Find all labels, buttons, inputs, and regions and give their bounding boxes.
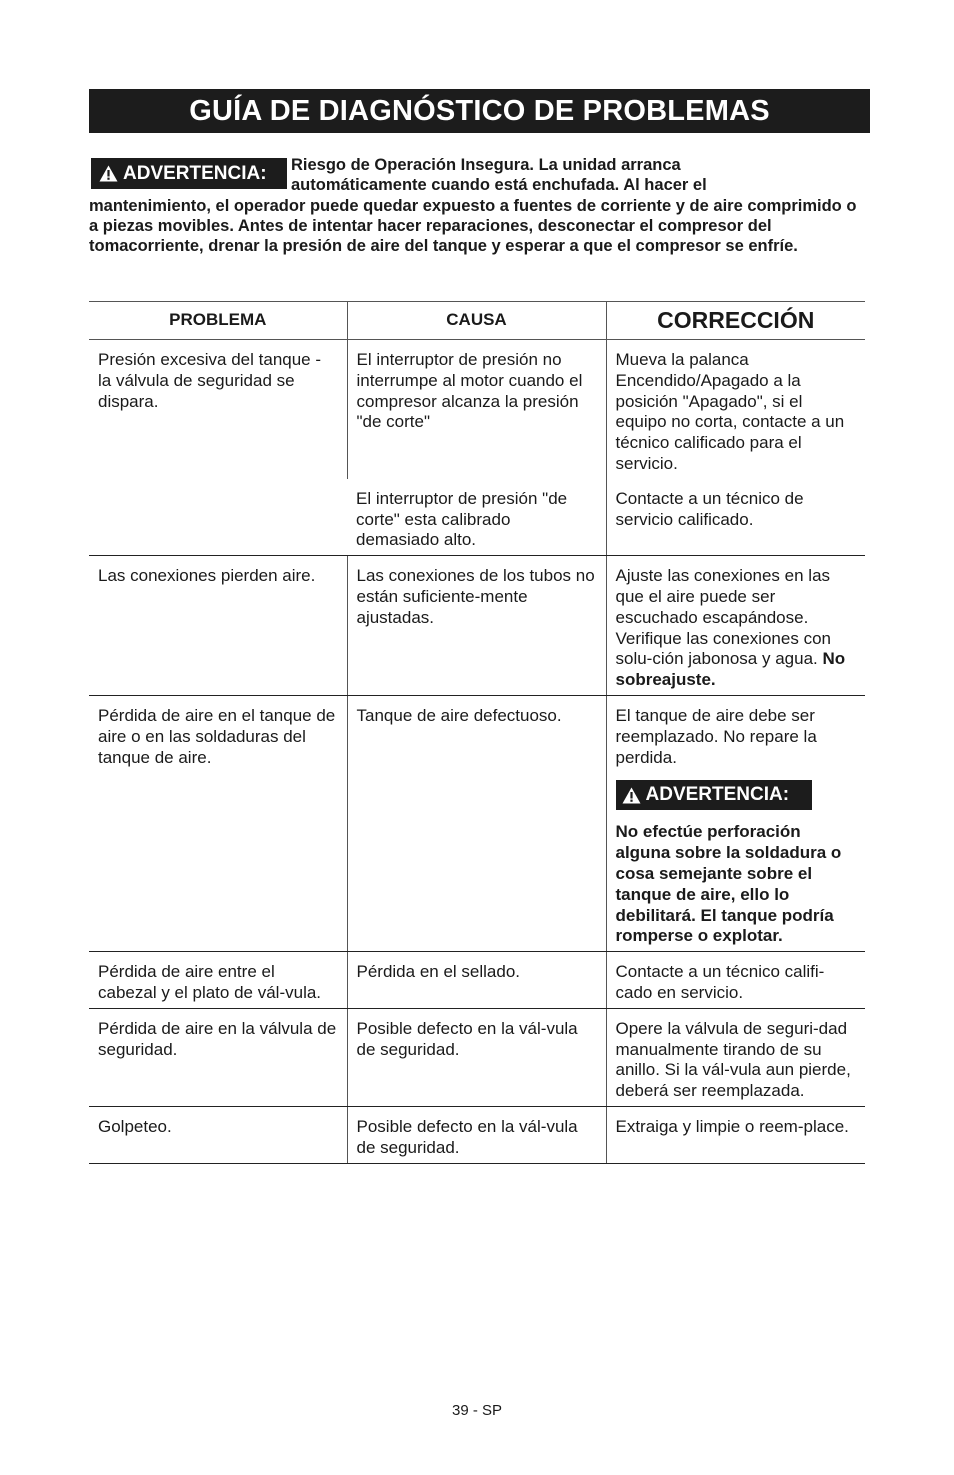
warning-badge-label: ADVERTENCIA:: [123, 162, 267, 184]
problem-cell: Pérdida de aire en el tanque de aire o en las soldaduras del tanque de aire.: [89, 695, 347, 951]
cause-cell: Las conexiones de los tubos no están suficiente-mente ajustadas.: [347, 556, 606, 696]
correction-cell: Opere la válvula de seguri-dad manualmente tirando de su anillo. Si la vál-vula aun pierde, deberá ser reemplazada.: [606, 1008, 865, 1106]
header-problem: PROBLEMA: [89, 302, 347, 340]
correction-cell: [606, 695, 865, 951]
intro-warning-body: mantenimiento, el operador puede quedar expuesto a fuentes de corriente y de aire comprimido o a piezas movibles. Antes de intentar hacer reparaciones, desconectar el compresor del tomacorriente, drenar la presión de aire del tanque y esperar a que el compresor se enfríe.: [89, 197, 857, 255]
title-banner: [89, 89, 870, 133]
problem-cell: Presión excesiva del tanque - la válvula de seguridad se dispara.: [89, 340, 347, 556]
warning-badge: [91, 158, 287, 189]
warning-badge-label: ADVERTENCIA:: [645, 783, 790, 805]
correction-cell: Extraiga y limpie o reem-place.: [606, 1106, 865, 1163]
cause-cell: Posible defecto en la vál-vula de seguridad.: [347, 1106, 606, 1163]
correction-cell: Mueva la palanca Encendido/Apagado a la posición "Apagado", si el equipo no corta, contacte a un técnico calificado para el servicio.: [606, 340, 865, 479]
table-row: [89, 556, 865, 696]
table-row: [89, 340, 865, 479]
table-header-row: [89, 302, 865, 340]
intro-warning-line-1: Riesgo de Operación Insegura. La unidad arranca: [291, 156, 681, 174]
troubleshooting-table: [89, 301, 865, 1164]
cause-cell: Pérdida en el sellado.: [347, 952, 606, 1009]
problem-cell: Las conexiones pierden aire.: [89, 556, 347, 696]
warning-triangle-icon: [622, 787, 641, 804]
warning-badge: [616, 780, 812, 810]
correction-cell: [606, 556, 865, 696]
warning-triangle-icon: [99, 165, 118, 182]
cause-cell: Tanque de aire defectuoso.: [347, 695, 606, 951]
intro-warning-line-2: automáticamente cuando está enchufada. Al hacer el: [291, 176, 707, 194]
header-correction: CORRECCIÓN: [606, 302, 865, 340]
problem-cell: Pérdida de aire en la válvula de seguridad.: [89, 1008, 347, 1106]
problem-cell: Pérdida de aire entre el cabezal y el plato de vál-vula.: [89, 952, 347, 1009]
correction-text: El tanque de aire debe ser reemplazado. No repare la perdida.: [615, 705, 817, 767]
header-cause: CAUSA: [347, 302, 606, 340]
table-row: [89, 695, 865, 951]
table-row: [89, 1106, 865, 1163]
table-row: [89, 1008, 865, 1106]
intro-warning-lead: [291, 155, 851, 195]
correction-cell: Contacte a un técnico de servicio calificado.: [606, 479, 865, 556]
cause-cell: El interruptor de presión "de corte" esta calibrado demasiado alto.: [347, 479, 606, 556]
cause-cell: Posible defecto en la vál-vula de seguridad.: [347, 1008, 606, 1106]
warning-text: No efectúe perforación alguna sobre la soldadura o cosa semejante sobre el tanque de aire, ello lo debilitará. El tanque podría romperse o explotar.: [615, 822, 842, 946]
problem-cell: Golpeteo.: [89, 1106, 347, 1163]
page-number: 39 - SP: [451, 1402, 503, 1419]
page-title: GUÍA DE DIAGNÓSTICO DE PROBLEMAS: [189, 94, 770, 127]
cause-cell: El interruptor de presión no interrumpe al motor cuando el compresor alcanza la presión "de corte": [347, 340, 606, 479]
correction-text: Ajuste las conexiones en las que el aire puede ser escuchado escapándose. Verifique las conexiones con solu-ción jabonosa y agua.: [615, 566, 831, 669]
correction-emphasis: No sobreajuste.: [615, 649, 846, 690]
table-row: [89, 952, 865, 1009]
correction-cell: Contacte a un técnico califi-cado en servicio.: [606, 952, 865, 1009]
